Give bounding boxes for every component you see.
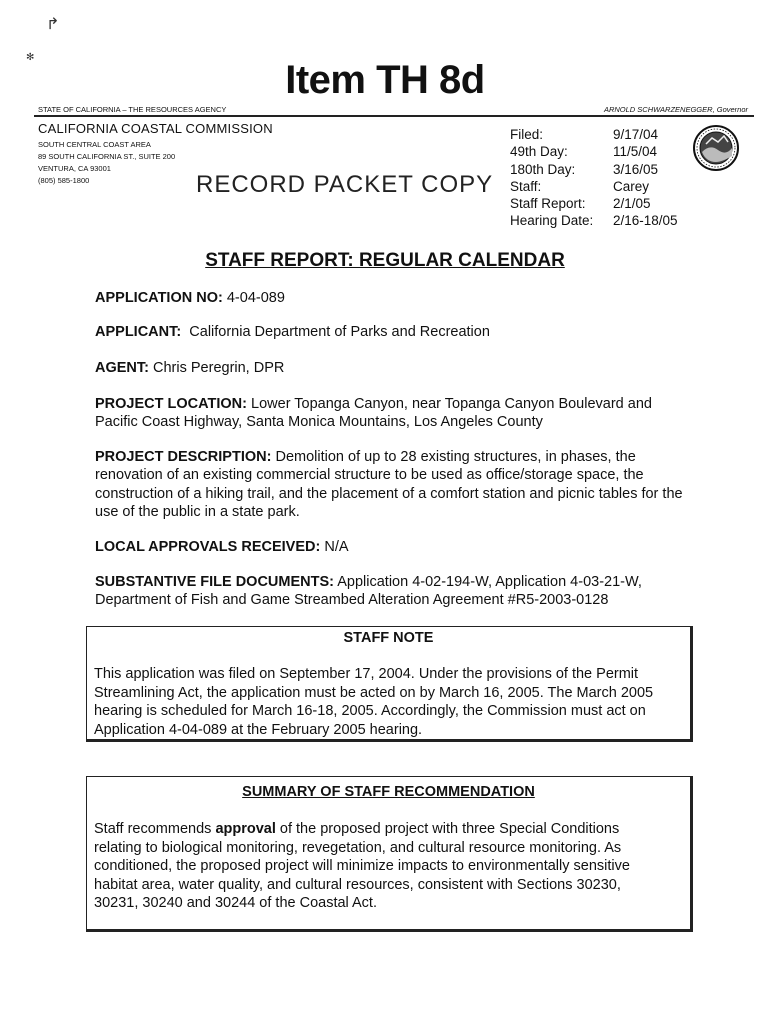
description-label: PROJECT DESCRIPTION — [95, 449, 267, 465]
commission-name: CALIFORNIA COASTAL COMMISSION — [38, 121, 273, 136]
meta-label: 180th Day: — [510, 161, 576, 177]
agent-value: Chris Peregrin, DPR — [153, 360, 285, 376]
staff-note-line: Streamlining Act, the application must be acted on by March 16, 2005. The March 2005 — [94, 684, 654, 701]
meta-row — [510, 126, 678, 143]
meta-value: 2/1/05 — [613, 196, 651, 212]
summary-approval: approval — [215, 821, 276, 837]
meta-label: Hearing Date: — [510, 213, 594, 229]
local-approvals-value: N/A — [324, 539, 349, 555]
agency-name: STATE OF CALIFORNIA – THE RESOURCES AGENCY — [38, 105, 227, 114]
applicant: APPLICANT: California Department of Parks and Recreation — [95, 324, 490, 340]
agent-label: AGENT: — [95, 360, 149, 376]
local-approvals — [95, 538, 695, 556]
local-approvals-label: LOCAL APPROVALS RECEIVED: — [95, 539, 321, 555]
meta-row — [510, 143, 678, 160]
state-seal-icon — [692, 124, 740, 172]
location-value: Lower Topanga Canyon, near Topanga Canyon Boulevard and Pacific Coast Highway, Santa Monica Mountains, Los Angeles County — [95, 396, 652, 431]
meta-value: 11/5/04 — [613, 144, 658, 160]
address-line: 89 SOUTH CALIFORNIA ST., SUITE 200 — [38, 152, 176, 161]
documents-label: SUBSTANTIVE FILE DOCUMENTS — [95, 574, 330, 590]
staff-note-line: hearing is scheduled for March 16-18, 2005. Accordingly, the Commission must act on — [94, 703, 646, 719]
staff-note-line: Application 4-04-089 at the February 2005 hearing. — [94, 721, 423, 738]
staff-note-title: STAFF NOTE — [343, 630, 434, 646]
staff-report-heading: STAFF REPORT: REGULAR CALENDAR — [205, 250, 565, 271]
address-line: VENTURA, CA 93001 — [38, 164, 111, 173]
meta-label: Staff: — [510, 178, 542, 194]
meta-label: Staff Report: — [510, 196, 586, 212]
summary-text: of the proposed project with three Special Conditions relating to biological monitoring, revegetation, and cultural resource monitoring. As conditioned, the proposed project will minimize impacts to environmentally sensitive habitat area, water quality, and cultural resources, consistent with Sections 30230, 30231, 30240 and 30244 of the Coastal Act. — [94, 821, 630, 911]
meta-row — [510, 161, 678, 178]
meta-row — [510, 178, 678, 195]
item-title: Item TH 8d — [285, 58, 485, 102]
governor-name: ARNOLD SCHWARZENEGGER, Governor — [603, 105, 748, 114]
meta-label: 49th Day: — [510, 144, 568, 160]
staff-note-box — [86, 626, 693, 742]
project-description: PROJECT DESCRIPTION: Demolition of up to 28 existing structures, in phases, the renovation of an existing commercial structure to be used as office/storage space, the construction of a hiking trail, and the placement of a comfort station and picnic tables for the use of the public in a state park. — [95, 449, 683, 521]
header-rule — [34, 115, 754, 117]
address-line: (805) 585-1800 — [38, 176, 90, 185]
summary-title: SUMMARY OF STAFF RECOMMENDATION — [242, 784, 535, 800]
description-value: Demolition of up to 28 existing structures, in phases, the renovation of an existing commercial structure to be used as office/storage space, the construction of a hiking trail, and the placement of a comfort station and picnic tables for the use of the public in a state park. — [95, 449, 683, 521]
summary-text: Staff recommends — [94, 821, 216, 837]
application-value: 4-04-089 — [226, 290, 285, 306]
address-line: SOUTH CENTRAL COAST AREA — [38, 140, 151, 149]
application-label: APPLICATION NO — [95, 290, 218, 306]
margin-mark: ↱ — [46, 16, 60, 33]
applicant-value: California Department of Parks and Recreation — [189, 324, 490, 340]
record-packet-stamp: RECORD PACKET COPY — [196, 171, 494, 198]
meta-value: Carey — [613, 178, 650, 194]
agent — [95, 359, 695, 377]
location-label: PROJECT LOCATION — [95, 396, 243, 412]
margin-mark: ✻ — [26, 52, 35, 63]
documents-value: Application 4-02-194-W, Application 4-03-21-W, Department of Fish and Game Streambed Alteration Agreement #R5-2003-0128 — [95, 574, 642, 609]
meta-value: 2/16-18/05 — [613, 213, 678, 229]
applicant-label: APPLICANT — [95, 324, 177, 340]
filing-dates-table — [510, 126, 678, 230]
meta-value: 9/17/04 — [613, 127, 659, 142]
application-number: APPLICATION NO: 4-04-089 — [95, 290, 285, 306]
summary-box — [86, 776, 693, 932]
meta-row — [510, 212, 678, 229]
meta-label: Filed: — [510, 127, 544, 142]
meta-value: 3/16/05 — [613, 161, 659, 177]
staff-note-body — [94, 665, 686, 739]
staff-note-line: This application was filed on September 17, 2004. Under the provisions of the Permit — [94, 666, 639, 682]
meta-row — [510, 195, 678, 212]
file-documents: SUBSTANTIVE FILE DOCUMENTS: Application 4-02-194-W, Application 4-03-21-W, Department of Fish and Game Streambed Alteration Agreement #R5-2003-0128 — [95, 574, 642, 609]
summary-body — [94, 820, 654, 913]
project-location: PROJECT LOCATION: Lower Topanga Canyon, near Topanga Canyon Boulevard and Pacific Coast Highway, Santa Monica Mountains, Los Angeles County — [95, 396, 652, 431]
